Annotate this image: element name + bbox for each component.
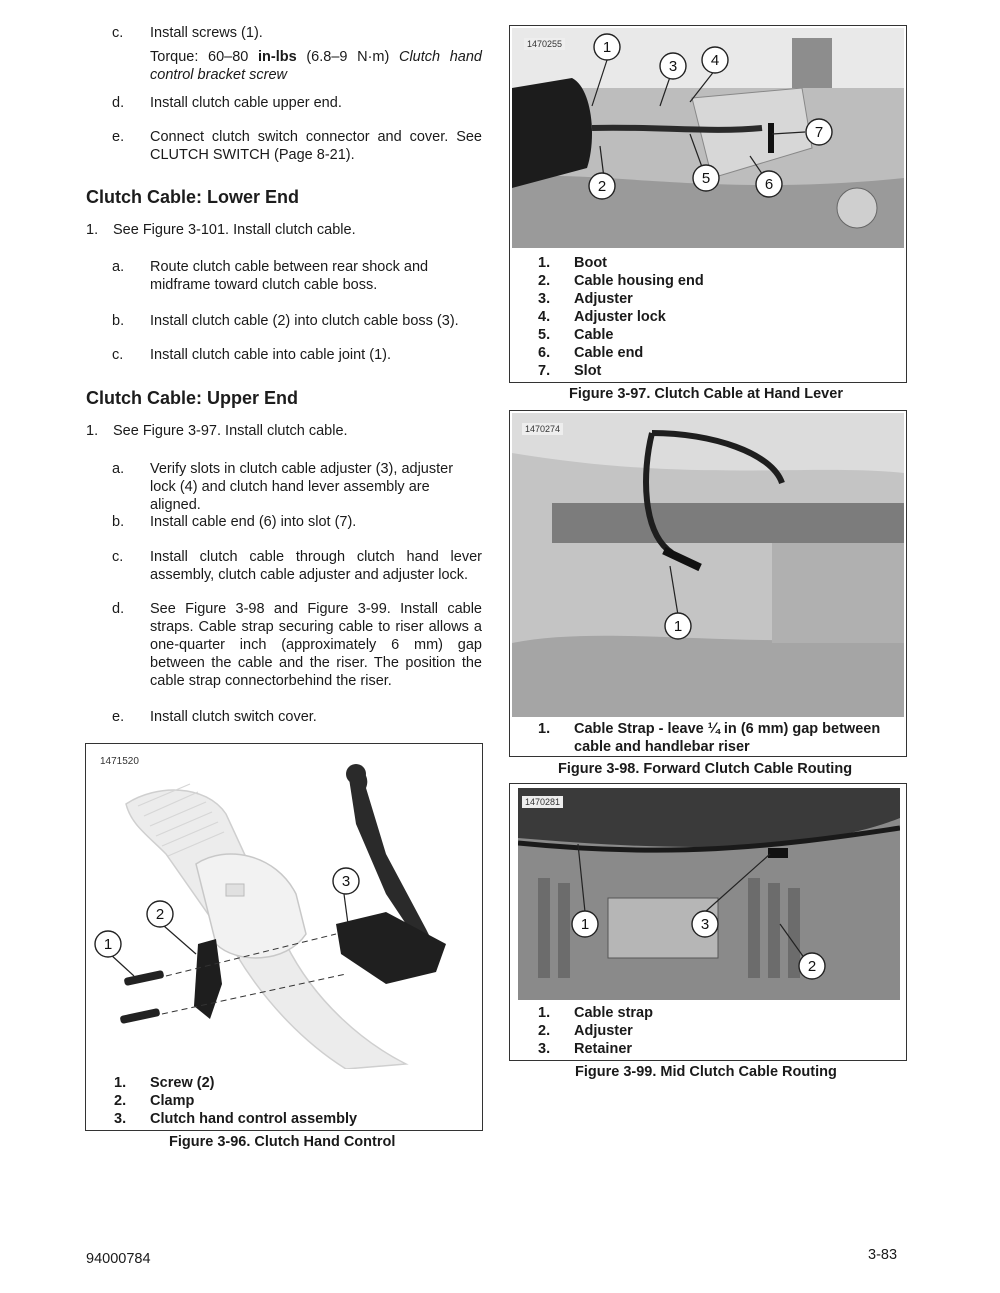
substep-letter: d. <box>112 601 125 617</box>
legend-number: 1. <box>538 1005 551 1021</box>
section-heading-upper-end: Clutch Cable: Upper End <box>86 388 299 408</box>
legend-text: Screw (2) <box>150 1075 215 1091</box>
substep-text: Install clutch switch cover. <box>150 709 317 725</box>
substep-text: Install clutch cable through clutch hand lever assembly, clutch cable adjuster and adjuster lock. <box>150 549 482 583</box>
substep-letter: a. <box>112 461 125 477</box>
legend-text: Retainer <box>574 1041 633 1057</box>
substep-text: Verify slots in clutch cable adjuster (3), adjuster lock (4) and clutch hand lever assembly are aligned. <box>150 461 454 513</box>
step-text: Install clutch cable upper end. <box>150 95 342 111</box>
page-number: 3-83 <box>868 1247 898 1263</box>
step-number: 1. <box>86 222 99 238</box>
callout-label: 2 <box>155 906 165 923</box>
torque-unit: in-lbs <box>258 49 297 65</box>
legend-text: Clamp <box>150 1093 195 1109</box>
callout-label: 3 <box>341 873 351 890</box>
callout-overlay <box>510 411 906 717</box>
legend-number: 5. <box>538 327 551 343</box>
step-text: Connect clutch switch connector and cover. See CLUTCH SWITCH (Page 8-21). <box>150 129 482 163</box>
callout-overlay <box>510 26 906 250</box>
callout-label: 2 <box>597 178 607 195</box>
legend-text: Cable end <box>574 345 644 361</box>
legend-number: 1. <box>538 721 551 737</box>
legend-text: Clutch hand control assembly <box>150 1111 358 1127</box>
step-text: See Figure 3-101. Install clutch cable. <box>113 222 356 238</box>
step-text: See Figure 3-97. Install clutch cable. <box>113 423 348 439</box>
image-id: 1470281 <box>522 796 563 808</box>
figure-caption: Figure 3-97. Clutch Cable at Hand Lever <box>569 386 843 402</box>
figure-caption: Figure 3-98. Forward Clutch Cable Routing <box>558 761 853 777</box>
clutch-hand-control-illustration <box>86 744 482 1069</box>
callout-label: 6 <box>764 176 774 193</box>
callout-label: 3 <box>668 58 678 75</box>
legend-number: 1. <box>114 1075 127 1091</box>
torque-prefix: Torque: 60–80 <box>150 49 258 65</box>
torque-part: Clutch hand control bracket screw <box>150 49 482 83</box>
figure-legend <box>538 254 898 380</box>
callout-label: 1 <box>580 916 590 933</box>
callout-overlay <box>510 784 906 1004</box>
figure-legend <box>538 720 898 756</box>
legend-number: 2. <box>538 1023 551 1039</box>
torque-spec <box>150 48 482 84</box>
substep-letter: c. <box>112 549 124 565</box>
legend-text: Adjuster lock <box>574 309 666 325</box>
figure-caption: Figure 3-99. Mid Clutch Cable Routing <box>575 1064 837 1080</box>
legend-number: 6. <box>538 345 551 361</box>
legend-number: 1. <box>538 255 551 271</box>
step-text: Install screws (1). <box>150 25 263 41</box>
step-letter: c. <box>112 25 124 41</box>
substep-text: Route clutch cable between rear shock and midframe toward clutch cable boss. <box>150 259 429 293</box>
legend-number: 4. <box>538 309 551 325</box>
step-number: 1. <box>86 423 99 439</box>
legend-number: 7. <box>538 363 551 379</box>
legend-text: Boot <box>574 255 608 271</box>
figure-3-97 <box>509 25 907 383</box>
legend-text: Adjuster <box>574 291 633 307</box>
image-id: 1470255 <box>524 38 565 50</box>
legend-text: Cable <box>574 327 614 343</box>
callout-label: 5 <box>701 170 711 187</box>
legend-number: 2. <box>114 1093 127 1109</box>
legend-number: 3. <box>538 1041 551 1057</box>
figure-3-96 <box>85 743 483 1131</box>
figure-legend <box>114 1074 464 1134</box>
legend-text: cable and handlebar riser <box>574 739 750 755</box>
legend-text: Adjuster <box>574 1023 633 1039</box>
image-id: 1471520 <box>100 756 139 767</box>
callout-label: 1 <box>602 39 612 56</box>
figure-caption: Figure 3-96. Clutch Hand Control <box>169 1134 396 1150</box>
substep-letter: b. <box>112 514 125 530</box>
callout-label: 2 <box>807 958 817 975</box>
figure-3-98 <box>509 410 907 757</box>
substep-letter: c. <box>112 347 124 363</box>
image-id: 1470274 <box>522 423 563 435</box>
step-letter: d. <box>112 95 125 111</box>
substep-letter: b. <box>112 313 125 329</box>
substep-text: Install cable end (6) into slot (7). <box>150 514 357 530</box>
legend-number: 3. <box>538 291 551 307</box>
callout-label: 3 <box>700 916 710 933</box>
figure-3-99 <box>509 783 907 1061</box>
callout-label: 4 <box>710 52 720 69</box>
callout-label: 1 <box>103 936 113 953</box>
substep-letter: a. <box>112 259 125 275</box>
substep-text: Install clutch cable (2) into clutch cable boss (3). <box>150 313 459 329</box>
figure-legend <box>538 1004 898 1058</box>
substep-text: See Figure 3-98 and Figure 3-99. Install cable straps. Cable strap securing cable to riser allows a one-quarter inch (approximately 6 mm) gap between the cable and the riser. The position the cable strap connectorbehind the riser. <box>150 601 482 689</box>
substep-text: Install clutch cable into cable joint (1). <box>150 347 391 363</box>
callout-label: 7 <box>814 124 824 141</box>
legend-number: 2. <box>538 273 551 289</box>
section-heading-lower-end: Clutch Cable: Lower End <box>86 187 300 207</box>
torque-metric: (6.8–9 N·m) <box>296 49 399 65</box>
legend-text: Cable housing end <box>574 273 704 289</box>
substep-letter: e. <box>112 709 125 725</box>
document-number: 94000784 <box>86 1251 151 1267</box>
legend-text: Slot <box>574 363 602 379</box>
step-letter: e. <box>112 129 125 145</box>
callout-label: 1 <box>673 618 683 635</box>
legend-text: Cable strap <box>574 1005 653 1021</box>
legend-text: Cable Strap - leave ¼ in (6 mm) gap between <box>574 721 881 737</box>
legend-number: 3. <box>114 1111 127 1127</box>
